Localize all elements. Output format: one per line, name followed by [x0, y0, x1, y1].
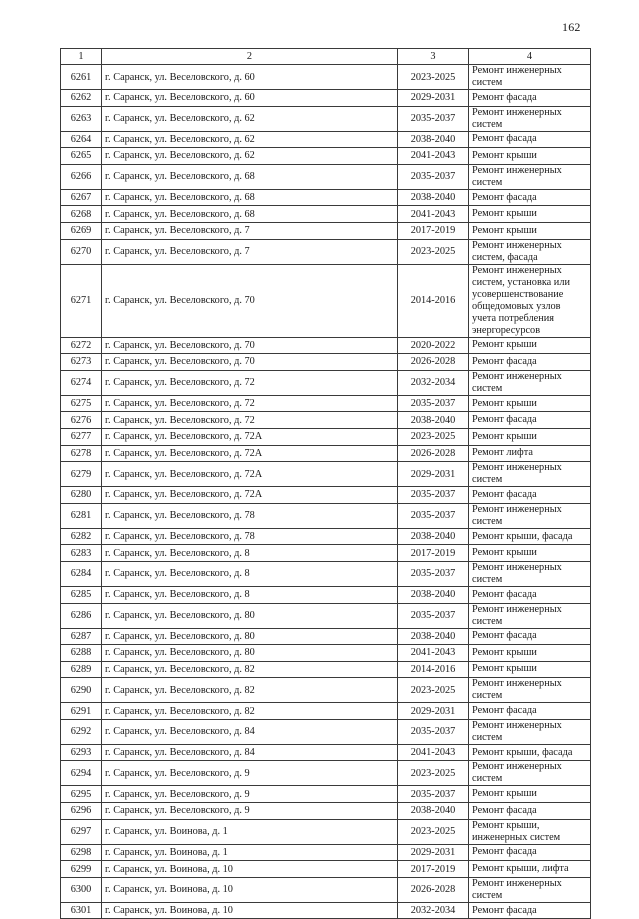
work-type-cell: Ремонт инженерных систем	[469, 603, 591, 628]
table-row	[61, 148, 591, 165]
address-cell: г. Саранск, ул. Веселовского, д. 78	[102, 528, 398, 545]
table-row	[61, 428, 591, 445]
period-cell: 2029-2031	[398, 462, 469, 487]
row-number-cell: 6290	[61, 678, 102, 703]
period-cell: 2035-2037	[398, 106, 469, 131]
row-number-cell: 6273	[61, 354, 102, 371]
address-cell: г. Саранск, ул. Веселовского, д. 9	[102, 803, 398, 820]
row-number-cell: 6300	[61, 877, 102, 902]
work-type-cell: Ремонт инженерных систем, фасада	[469, 239, 591, 264]
address-cell: г. Саранск, ул. Веселовского, д. 68	[102, 206, 398, 223]
table-row	[61, 222, 591, 239]
table-row	[61, 370, 591, 395]
work-type-cell: Ремонт фасада	[469, 131, 591, 148]
row-number-cell: 6280	[61, 487, 102, 504]
work-type-cell: Ремонт крыши, инженерных систем	[469, 819, 591, 844]
period-cell: 2032-2034	[398, 902, 469, 919]
row-number-cell: 6279	[61, 462, 102, 487]
table-row	[61, 462, 591, 487]
row-number-cell: 6289	[61, 661, 102, 678]
table-row	[61, 786, 591, 803]
row-number-cell: 6285	[61, 586, 102, 603]
address-cell: г. Саранск, ул. Веселовского, д. 70	[102, 264, 398, 337]
row-number-cell: 6269	[61, 222, 102, 239]
work-type-cell: Ремонт инженерных систем	[469, 561, 591, 586]
address-cell: г. Саранск, ул. Веселовского, д. 60	[102, 90, 398, 107]
address-cell: г. Саранск, ул. Воинова, д. 1	[102, 819, 398, 844]
row-number-cell: 6275	[61, 395, 102, 412]
work-type-cell: Ремонт инженерных систем, установка или усовершенствование общедомовых узлов учета потребления энергоресурсов	[469, 264, 591, 337]
period-cell: 2020-2022	[398, 337, 469, 354]
table-row	[61, 603, 591, 628]
period-cell: 2035-2037	[398, 487, 469, 504]
address-cell: г. Саранск, ул. Веселовского, д. 72А	[102, 462, 398, 487]
address-cell: г. Саранск, ул. Воинова, д. 10	[102, 902, 398, 919]
row-number-cell: 6296	[61, 803, 102, 820]
work-type-cell: Ремонт крыши	[469, 395, 591, 412]
table-row	[61, 354, 591, 371]
address-cell: г. Саранск, ул. Веселовского, д. 60	[102, 65, 398, 90]
work-type-cell: Ремонт инженерных систем	[469, 678, 591, 703]
address-cell: г. Саранск, ул. Веселовского, д. 70	[102, 354, 398, 371]
row-number-cell: 6297	[61, 819, 102, 844]
row-number-cell: 6278	[61, 445, 102, 462]
table-row	[61, 239, 591, 264]
row-number-cell: 6298	[61, 844, 102, 861]
row-number-cell: 6264	[61, 131, 102, 148]
work-type-cell: Ремонт инженерных систем	[469, 719, 591, 744]
row-number-cell: 6277	[61, 428, 102, 445]
period-cell: 2017-2019	[398, 222, 469, 239]
table-row	[61, 264, 591, 337]
table-row	[61, 819, 591, 844]
row-number-cell: 6270	[61, 239, 102, 264]
table-row	[61, 503, 591, 528]
address-cell: г. Саранск, ул. Веселовского, д. 84	[102, 719, 398, 744]
work-type-cell: Ремонт фасада	[469, 703, 591, 720]
address-cell: г. Саранск, ул. Веселовского, д. 72	[102, 412, 398, 429]
period-cell: 2026-2028	[398, 877, 469, 902]
address-cell: г. Саранск, ул. Воинова, д. 10	[102, 877, 398, 902]
period-cell: 2023-2025	[398, 678, 469, 703]
table-row	[61, 803, 591, 820]
row-number-cell: 6276	[61, 412, 102, 429]
table-row	[61, 106, 591, 131]
period-cell: 2035-2037	[398, 164, 469, 189]
period-cell: 2038-2040	[398, 131, 469, 148]
table-row	[61, 189, 591, 206]
period-cell: 2038-2040	[398, 189, 469, 206]
period-cell: 2023-2025	[398, 761, 469, 786]
row-number-cell: 6274	[61, 370, 102, 395]
period-cell: 2014-2016	[398, 264, 469, 337]
period-cell: 2041-2043	[398, 148, 469, 165]
work-type-cell: Ремонт крыши	[469, 645, 591, 662]
row-number-cell: 6272	[61, 337, 102, 354]
period-cell: 2023-2025	[398, 65, 469, 90]
address-cell: г. Саранск, ул. Веселовского, д. 62	[102, 148, 398, 165]
address-cell: г. Саранск, ул. Веселовского, д. 84	[102, 744, 398, 761]
table-header-row	[61, 49, 591, 65]
work-type-cell: Ремонт инженерных систем	[469, 877, 591, 902]
work-type-cell: Ремонт инженерных систем	[469, 761, 591, 786]
work-type-cell: Ремонт крыши	[469, 337, 591, 354]
row-number-cell: 6281	[61, 503, 102, 528]
address-cell: г. Саранск, ул. Веселовского, д. 7	[102, 239, 398, 264]
work-type-cell: Ремонт инженерных систем	[469, 106, 591, 131]
work-type-cell: Ремонт фасада	[469, 412, 591, 429]
row-number-cell: 6295	[61, 786, 102, 803]
table-row	[61, 645, 591, 662]
row-number-cell: 6287	[61, 628, 102, 645]
row-number-cell: 6286	[61, 603, 102, 628]
table-row	[61, 395, 591, 412]
work-type-cell: Ремонт крыши	[469, 206, 591, 223]
row-number-cell: 6294	[61, 761, 102, 786]
period-cell: 2038-2040	[398, 628, 469, 645]
row-number-cell: 6271	[61, 264, 102, 337]
column-header: 4	[469, 49, 591, 65]
address-cell: г. Саранск, ул. Веселовского, д. 72	[102, 370, 398, 395]
address-cell: г. Саранск, ул. Веселовского, д. 8	[102, 545, 398, 562]
row-number-cell: 6291	[61, 703, 102, 720]
work-type-cell: Ремонт лифта	[469, 445, 591, 462]
address-cell: г. Саранск, ул. Воинова, д. 1	[102, 844, 398, 861]
period-cell: 2035-2037	[398, 603, 469, 628]
period-cell: 2035-2037	[398, 786, 469, 803]
table-row	[61, 90, 591, 107]
period-cell: 2041-2043	[398, 645, 469, 662]
address-cell: г. Саранск, ул. Веселовского, д. 62	[102, 106, 398, 131]
period-cell: 2026-2028	[398, 354, 469, 371]
address-cell: г. Саранск, ул. Веселовского, д. 72А	[102, 487, 398, 504]
work-type-cell: Ремонт крыши, фасада	[469, 744, 591, 761]
work-type-cell: Ремонт крыши	[469, 428, 591, 445]
address-cell: г. Саранск, ул. Веселовского, д. 72А	[102, 428, 398, 445]
address-cell: г. Саранск, ул. Веселовского, д. 8	[102, 586, 398, 603]
table-row	[61, 561, 591, 586]
table-row	[61, 545, 591, 562]
table-row	[61, 412, 591, 429]
column-header: 2	[102, 49, 398, 65]
work-type-cell: Ремонт крыши	[469, 786, 591, 803]
table-row	[61, 131, 591, 148]
address-cell: г. Саранск, ул. Веселовского, д. 70	[102, 337, 398, 354]
period-cell: 2038-2040	[398, 803, 469, 820]
work-type-cell: Ремонт фасада	[469, 354, 591, 371]
row-number-cell: 6268	[61, 206, 102, 223]
table-row	[61, 337, 591, 354]
row-number-cell: 6282	[61, 528, 102, 545]
row-number-cell: 6301	[61, 902, 102, 919]
work-type-cell: Ремонт фасада	[469, 902, 591, 919]
row-number-cell: 6288	[61, 645, 102, 662]
repair-schedule-table	[60, 48, 591, 919]
work-type-cell: Ремонт инженерных систем	[469, 462, 591, 487]
address-cell: г. Саранск, ул. Веселовского, д. 72	[102, 395, 398, 412]
work-type-cell: Ремонт фасада	[469, 628, 591, 645]
table-row	[61, 877, 591, 902]
address-cell: г. Саранск, ул. Веселовского, д. 72А	[102, 445, 398, 462]
table-row	[61, 703, 591, 720]
period-cell: 2041-2043	[398, 744, 469, 761]
table-row	[61, 861, 591, 878]
row-number-cell: 6293	[61, 744, 102, 761]
work-type-cell: Ремонт инженерных систем	[469, 65, 591, 90]
table-row	[61, 528, 591, 545]
row-number-cell: 6262	[61, 90, 102, 107]
period-cell: 2023-2025	[398, 428, 469, 445]
address-cell: г. Саранск, ул. Веселовского, д. 82	[102, 678, 398, 703]
work-type-cell: Ремонт инженерных систем	[469, 370, 591, 395]
period-cell: 2041-2043	[398, 206, 469, 223]
row-number-cell: 6263	[61, 106, 102, 131]
work-type-cell: Ремонт крыши, лифта	[469, 861, 591, 878]
work-type-cell: Ремонт крыши	[469, 148, 591, 165]
address-cell: г. Саранск, ул. Веселовского, д. 80	[102, 628, 398, 645]
row-number-cell: 6261	[61, 65, 102, 90]
period-cell: 2029-2031	[398, 90, 469, 107]
address-cell: г. Саранск, ул. Веселовского, д. 62	[102, 131, 398, 148]
table-row	[61, 445, 591, 462]
address-cell: г. Саранск, ул. Веселовского, д. 82	[102, 703, 398, 720]
period-cell: 2038-2040	[398, 412, 469, 429]
period-cell: 2017-2019	[398, 545, 469, 562]
table-row	[61, 661, 591, 678]
address-cell: г. Саранск, ул. Веселовского, д. 80	[102, 645, 398, 662]
work-type-cell: Ремонт инженерных систем	[469, 164, 591, 189]
table-row	[61, 586, 591, 603]
row-number-cell: 6292	[61, 719, 102, 744]
period-cell: 2035-2037	[398, 503, 469, 528]
period-cell: 2023-2025	[398, 819, 469, 844]
row-number-cell: 6284	[61, 561, 102, 586]
work-type-cell: Ремонт фасада	[469, 487, 591, 504]
table-row	[61, 678, 591, 703]
address-cell: г. Саранск, ул. Веселовского, д. 82	[102, 661, 398, 678]
period-cell: 2035-2037	[398, 719, 469, 744]
column-header: 3	[398, 49, 469, 65]
column-header: 1	[61, 49, 102, 65]
work-type-cell: Ремонт крыши	[469, 222, 591, 239]
period-cell: 2032-2034	[398, 370, 469, 395]
table-row	[61, 761, 591, 786]
period-cell: 2038-2040	[398, 586, 469, 603]
row-number-cell: 6267	[61, 189, 102, 206]
work-type-cell: Ремонт крыши	[469, 545, 591, 562]
work-type-cell: Ремонт инженерных систем	[469, 503, 591, 528]
table-row	[61, 719, 591, 744]
work-type-cell: Ремонт фасада	[469, 844, 591, 861]
row-number-cell: 6266	[61, 164, 102, 189]
row-number-cell: 6283	[61, 545, 102, 562]
period-cell: 2026-2028	[398, 445, 469, 462]
period-cell: 2023-2025	[398, 239, 469, 264]
address-cell: г. Саранск, ул. Воинова, д. 10	[102, 861, 398, 878]
period-cell: 2029-2031	[398, 844, 469, 861]
table-row	[61, 844, 591, 861]
table-row	[61, 164, 591, 189]
page-number: 162	[562, 20, 581, 34]
address-cell: г. Саранск, ул. Веселовского, д. 78	[102, 503, 398, 528]
period-cell: 2035-2037	[398, 395, 469, 412]
address-cell: г. Саранск, ул. Веселовского, д. 7	[102, 222, 398, 239]
table-row	[61, 206, 591, 223]
address-cell: г. Саранск, ул. Веселовского, д. 68	[102, 189, 398, 206]
work-type-cell: Ремонт фасада	[469, 189, 591, 206]
row-number-cell: 6265	[61, 148, 102, 165]
address-cell: г. Саранск, ул. Веселовского, д. 68	[102, 164, 398, 189]
period-cell: 2038-2040	[398, 528, 469, 545]
period-cell: 2017-2019	[398, 861, 469, 878]
work-type-cell: Ремонт крыши, фасада	[469, 528, 591, 545]
address-cell: г. Саранск, ул. Веселовского, д. 8	[102, 561, 398, 586]
work-type-cell: Ремонт фасада	[469, 586, 591, 603]
table-row	[61, 628, 591, 645]
period-cell: 2014-2016	[398, 661, 469, 678]
table-row	[61, 744, 591, 761]
address-cell: г. Саранск, ул. Веселовского, д. 9	[102, 761, 398, 786]
period-cell: 2029-2031	[398, 703, 469, 720]
work-type-cell: Ремонт крыши	[469, 661, 591, 678]
table-row	[61, 65, 591, 90]
work-type-cell: Ремонт фасада	[469, 90, 591, 107]
row-number-cell: 6299	[61, 861, 102, 878]
address-cell: г. Саранск, ул. Веселовского, д. 80	[102, 603, 398, 628]
address-cell: г. Саранск, ул. Веселовского, д. 9	[102, 786, 398, 803]
work-type-cell: Ремонт фасада	[469, 803, 591, 820]
period-cell: 2035-2037	[398, 561, 469, 586]
table-row	[61, 487, 591, 504]
